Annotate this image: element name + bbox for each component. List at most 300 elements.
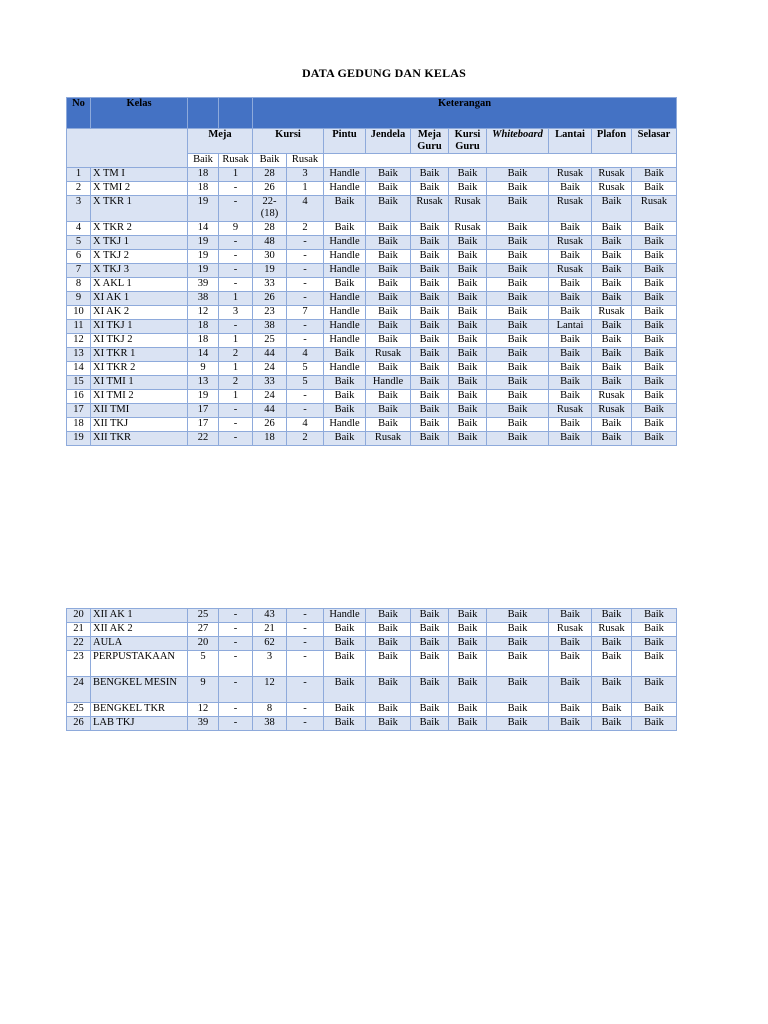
row-cell: 3: [287, 168, 324, 182]
row-cell: 38: [253, 320, 287, 334]
row-cell: Baik: [449, 334, 487, 348]
table-row: [67, 390, 677, 404]
row-cell: 18: [253, 432, 287, 446]
row-cell: Baik: [366, 651, 411, 677]
row-number: 11: [67, 320, 91, 334]
row-cell: Baik: [366, 264, 411, 278]
row-cell: Baik: [449, 264, 487, 278]
row-number: 4: [67, 222, 91, 236]
row-cell: 9: [188, 362, 219, 376]
row-cell: Baik: [366, 418, 411, 432]
row-cell: Baik: [324, 278, 366, 292]
row-cell: Baik: [592, 250, 632, 264]
row-number: 7: [67, 264, 91, 278]
row-cell: Rusak: [449, 196, 487, 222]
table-row: [67, 376, 677, 390]
row-cell: Baik: [632, 677, 677, 703]
row-cell: Baik: [411, 623, 449, 637]
row-cell: Baik: [324, 222, 366, 236]
row-number: 3: [67, 196, 91, 222]
row-cell: Baik: [411, 348, 449, 362]
row-cell: Baik: [324, 376, 366, 390]
row-kelas: XI TKJ 2: [91, 334, 188, 348]
row-cell: 26: [253, 418, 287, 432]
header-row-2: [67, 129, 677, 154]
row-cell: 21: [253, 623, 287, 637]
row-cell: Baik: [411, 334, 449, 348]
row-cell: Baik: [549, 418, 592, 432]
row-cell: Baik: [324, 432, 366, 446]
row-cell: Baik: [366, 222, 411, 236]
row-cell: Baik: [487, 348, 549, 362]
row-cell: Baik: [632, 334, 677, 348]
row-cell: Baik: [411, 717, 449, 731]
header-kursi-baik: Baik: [253, 154, 287, 168]
table-row: [67, 236, 677, 250]
row-number: 24: [67, 677, 91, 703]
row-cell: Baik: [592, 609, 632, 623]
row-cell: Baik: [632, 637, 677, 651]
row-number: 14: [67, 362, 91, 376]
row-cell: -: [219, 320, 253, 334]
row-cell: 18: [188, 168, 219, 182]
row-cell: Handle: [324, 264, 366, 278]
row-cell: Baik: [549, 222, 592, 236]
row-cell: Baik: [366, 609, 411, 623]
row-cell: Baik: [449, 677, 487, 703]
header-jendela: Jendela: [366, 129, 411, 154]
row-cell: Baik: [632, 168, 677, 182]
row-cell: Baik: [592, 717, 632, 731]
row-kelas: XII TKJ: [91, 418, 188, 432]
table-row: [67, 637, 677, 651]
row-cell: Rusak: [449, 222, 487, 236]
row-cell: Handle: [324, 334, 366, 348]
row-cell: Baik: [449, 292, 487, 306]
row-cell: Baik: [487, 320, 549, 334]
row-cell: Baik: [549, 703, 592, 717]
row-cell: Baik: [324, 637, 366, 651]
row-cell: Baik: [411, 637, 449, 651]
row-cell: Baik: [449, 404, 487, 418]
row-cell: 9: [188, 677, 219, 703]
row-cell: Baik: [549, 651, 592, 677]
table-row: [67, 334, 677, 348]
row-cell: Baik: [366, 236, 411, 250]
row-cell: Handle: [366, 376, 411, 390]
row-cell: Baik: [632, 717, 677, 731]
row-number: 16: [67, 390, 91, 404]
row-kelas: X TKR 1: [91, 196, 188, 222]
row-cell: Baik: [487, 432, 549, 446]
row-cell: Baik: [632, 362, 677, 376]
header-meja-rusak: Rusak: [219, 154, 253, 168]
table-row: [67, 306, 677, 320]
row-cell: 26: [253, 182, 287, 196]
row-cell: Baik: [592, 418, 632, 432]
row-number: 5: [67, 236, 91, 250]
table-row: [67, 168, 677, 182]
row-cell: 23: [253, 306, 287, 320]
row-cell: 39: [188, 717, 219, 731]
row-cell: Baik: [592, 362, 632, 376]
row-cell: Handle: [324, 306, 366, 320]
row-number: 21: [67, 623, 91, 637]
header-empty: [67, 129, 188, 168]
row-cell: -: [219, 677, 253, 703]
row-cell: Baik: [549, 250, 592, 264]
table-body-page2: [67, 609, 677, 731]
table-row: [67, 320, 677, 334]
row-cell: Baik: [632, 292, 677, 306]
table-row: [67, 432, 677, 446]
row-cell: 1: [287, 182, 324, 196]
row-cell: Baik: [632, 404, 677, 418]
row-cell: Baik: [449, 182, 487, 196]
row-cell: Baik: [487, 182, 549, 196]
row-cell: Baik: [411, 362, 449, 376]
row-cell: Handle: [324, 236, 366, 250]
row-cell: -: [287, 637, 324, 651]
header-whiteboard: Whiteboard: [487, 129, 549, 154]
row-cell: Baik: [449, 623, 487, 637]
row-cell: 17: [188, 418, 219, 432]
row-cell: Baik: [549, 362, 592, 376]
row-kelas: X TMI 2: [91, 182, 188, 196]
row-cell: Baik: [487, 703, 549, 717]
row-cell: Baik: [592, 264, 632, 278]
row-cell: -: [219, 236, 253, 250]
table-row: [67, 404, 677, 418]
row-kelas: AULA: [91, 637, 188, 651]
row-cell: Baik: [549, 306, 592, 320]
table-row: [67, 264, 677, 278]
row-cell: Baik: [549, 390, 592, 404]
row-cell: -: [287, 677, 324, 703]
row-cell: Baik: [449, 390, 487, 404]
row-number: 2: [67, 182, 91, 196]
row-cell: Handle: [324, 292, 366, 306]
row-cell: -: [287, 609, 324, 623]
row-cell: Baik: [411, 651, 449, 677]
row-cell: Baik: [487, 390, 549, 404]
row-cell: 8: [253, 703, 287, 717]
row-kelas: XII TKR: [91, 432, 188, 446]
table-row: [67, 196, 677, 222]
row-number: 18: [67, 418, 91, 432]
row-cell: Baik: [449, 418, 487, 432]
row-cell: Lantai: [549, 320, 592, 334]
row-cell: 14: [188, 348, 219, 362]
row-cell: Baik: [366, 292, 411, 306]
row-cell: Baik: [411, 278, 449, 292]
row-cell: 20: [188, 637, 219, 651]
row-cell: Handle: [324, 418, 366, 432]
row-cell: Baik: [324, 651, 366, 677]
row-cell: Baik: [632, 236, 677, 250]
row-cell: Baik: [366, 306, 411, 320]
row-cell: -: [219, 432, 253, 446]
row-cell: Baik: [449, 703, 487, 717]
row-cell: Baik: [449, 432, 487, 446]
row-cell: Baik: [366, 404, 411, 418]
row-cell: Baik: [487, 637, 549, 651]
row-number: 17: [67, 404, 91, 418]
row-cell: Baik: [549, 717, 592, 731]
row-cell: Rusak: [592, 182, 632, 196]
row-cell: Baik: [549, 376, 592, 390]
row-kelas: X TKJ 2: [91, 250, 188, 264]
row-cell: Rusak: [549, 168, 592, 182]
row-cell: Baik: [324, 703, 366, 717]
row-cell: Baik: [487, 278, 549, 292]
row-cell: Baik: [449, 376, 487, 390]
row-cell: -: [287, 278, 324, 292]
row-cell: -: [287, 334, 324, 348]
row-cell: -: [219, 651, 253, 677]
row-cell: Baik: [549, 292, 592, 306]
row-kelas: XI AK 1: [91, 292, 188, 306]
row-cell: -: [219, 623, 253, 637]
row-cell: 25: [253, 334, 287, 348]
row-cell: 28: [253, 222, 287, 236]
row-cell: Rusak: [592, 404, 632, 418]
row-cell: Baik: [449, 168, 487, 182]
row-cell: Baik: [632, 390, 677, 404]
row-cell: 1: [219, 362, 253, 376]
row-cell: Rusak: [366, 348, 411, 362]
row-cell: -: [219, 609, 253, 623]
row-cell: Baik: [592, 432, 632, 446]
row-cell: 18: [188, 320, 219, 334]
row-cell: Baik: [411, 222, 449, 236]
row-number: 19: [67, 432, 91, 446]
row-cell: -: [219, 404, 253, 418]
row-cell: -: [219, 182, 253, 196]
row-cell: 44: [253, 348, 287, 362]
row-cell: 12: [253, 677, 287, 703]
row-cell: -: [219, 264, 253, 278]
header-pintu: Pintu: [324, 129, 366, 154]
row-cell: 1: [219, 390, 253, 404]
header-kursi-rusak: Rusak: [287, 154, 324, 168]
row-cell: Baik: [411, 404, 449, 418]
row-cell: 7: [287, 306, 324, 320]
row-cell: 28: [253, 168, 287, 182]
row-kelas: BENGKEL MESIN: [91, 677, 188, 703]
row-cell: Baik: [632, 348, 677, 362]
row-cell: 19: [188, 236, 219, 250]
row-cell: Baik: [487, 677, 549, 703]
row-cell: 2: [287, 222, 324, 236]
row-kelas: X TKJ 3: [91, 264, 188, 278]
row-cell: Baik: [592, 278, 632, 292]
row-cell: Baik: [411, 264, 449, 278]
row-number: 26: [67, 717, 91, 731]
row-cell: -: [219, 250, 253, 264]
row-cell: 19: [188, 390, 219, 404]
row-cell: 22-(18): [253, 196, 287, 222]
table-row: [67, 609, 677, 623]
row-cell: Baik: [487, 609, 549, 623]
row-cell: Rusak: [549, 623, 592, 637]
row-cell: Baik: [487, 418, 549, 432]
row-cell: Rusak: [592, 390, 632, 404]
row-cell: 3: [253, 651, 287, 677]
header-keterangan: Keterangan: [253, 98, 677, 129]
row-cell: Baik: [632, 264, 677, 278]
row-cell: Baik: [487, 306, 549, 320]
table-row: [67, 222, 677, 236]
row-cell: 1: [219, 334, 253, 348]
row-cell: Baik: [324, 404, 366, 418]
row-cell: Rusak: [549, 404, 592, 418]
row-kelas: XII TMI: [91, 404, 188, 418]
table-row: [67, 703, 677, 717]
row-cell: -: [287, 703, 324, 717]
row-cell: Baik: [449, 637, 487, 651]
row-cell: Rusak: [549, 196, 592, 222]
row-cell: -: [287, 236, 324, 250]
row-cell: Baik: [487, 362, 549, 376]
row-cell: Baik: [324, 348, 366, 362]
row-cell: Handle: [324, 320, 366, 334]
row-cell: Baik: [487, 222, 549, 236]
table-row: [67, 623, 677, 637]
row-cell: 38: [253, 717, 287, 731]
table-row: [67, 717, 677, 731]
row-cell: Baik: [449, 278, 487, 292]
row-cell: 44: [253, 404, 287, 418]
row-kelas: XI TMI 2: [91, 390, 188, 404]
row-cell: -: [219, 418, 253, 432]
row-cell: 2: [219, 376, 253, 390]
row-cell: -: [287, 390, 324, 404]
row-cell: 5: [287, 362, 324, 376]
header-blank-1: [188, 98, 219, 129]
row-number: 25: [67, 703, 91, 717]
row-cell: Rusak: [549, 236, 592, 250]
row-cell: Baik: [487, 651, 549, 677]
row-cell: Baik: [549, 182, 592, 196]
row-cell: -: [219, 278, 253, 292]
row-kelas: XII AK 2: [91, 623, 188, 637]
row-cell: Baik: [487, 250, 549, 264]
row-cell: Baik: [487, 264, 549, 278]
row-cell: 25: [188, 609, 219, 623]
row-number: 9: [67, 292, 91, 306]
row-kelas: X TM I: [91, 168, 188, 182]
row-cell: 30: [253, 250, 287, 264]
row-cell: Baik: [366, 623, 411, 637]
row-cell: Baik: [632, 376, 677, 390]
header-meja: Meja: [188, 129, 253, 154]
row-cell: 2: [287, 432, 324, 446]
row-cell: 19: [188, 250, 219, 264]
row-cell: Baik: [324, 623, 366, 637]
page-title: DATA GEDUNG DAN KELAS: [301, 66, 467, 80]
table-row: [67, 362, 677, 376]
row-kelas: PERPUSTAKAAN: [91, 651, 188, 677]
row-cell: 5: [287, 376, 324, 390]
row-cell: 9: [219, 222, 253, 236]
row-cell: Baik: [449, 306, 487, 320]
row-cell: 4: [287, 348, 324, 362]
row-cell: Baik: [549, 348, 592, 362]
row-cell: 27: [188, 623, 219, 637]
header-kelas: Kelas: [91, 98, 188, 129]
row-cell: Baik: [411, 292, 449, 306]
table-row: [67, 651, 677, 677]
row-cell: Rusak: [366, 432, 411, 446]
row-cell: Baik: [411, 250, 449, 264]
row-cell: Baik: [411, 182, 449, 196]
row-cell: 14: [188, 222, 219, 236]
row-cell: Baik: [411, 320, 449, 334]
table-row: [67, 348, 677, 362]
row-cell: Baik: [366, 362, 411, 376]
row-cell: Baik: [592, 376, 632, 390]
row-cell: Baik: [449, 609, 487, 623]
row-cell: Baik: [487, 236, 549, 250]
row-cell: Baik: [366, 182, 411, 196]
row-kelas: XI TKR 2: [91, 362, 188, 376]
header-meja-guru: Meja Guru: [411, 129, 449, 154]
row-cell: Baik: [366, 717, 411, 731]
row-cell: -: [219, 717, 253, 731]
row-cell: Baik: [632, 703, 677, 717]
header-meja-baik: Baik: [188, 154, 219, 168]
row-cell: Baik: [592, 348, 632, 362]
row-kelas: LAB TKJ: [91, 717, 188, 731]
row-cell: Baik: [549, 278, 592, 292]
row-cell: Baik: [449, 362, 487, 376]
row-cell: 5: [188, 651, 219, 677]
row-number: 1: [67, 168, 91, 182]
row-kelas: XI AK 2: [91, 306, 188, 320]
row-cell: -: [219, 703, 253, 717]
row-cell: -: [287, 404, 324, 418]
row-cell: 24: [253, 390, 287, 404]
row-cell: Baik: [487, 404, 549, 418]
row-cell: 62: [253, 637, 287, 651]
row-cell: Baik: [632, 651, 677, 677]
table-body-page1: [67, 168, 677, 446]
row-number: 20: [67, 609, 91, 623]
row-cell: Baik: [411, 376, 449, 390]
row-cell: -: [287, 320, 324, 334]
table-row: [67, 292, 677, 306]
row-cell: Baik: [366, 320, 411, 334]
row-cell: Baik: [324, 717, 366, 731]
row-cell: Baik: [632, 418, 677, 432]
row-cell: 18: [188, 334, 219, 348]
header-row-1: [67, 98, 677, 129]
row-cell: Baik: [449, 236, 487, 250]
header-blank-3: [324, 154, 677, 168]
row-number: 8: [67, 278, 91, 292]
row-cell: Baik: [449, 717, 487, 731]
row-cell: -: [219, 637, 253, 651]
row-cell: 3: [219, 306, 253, 320]
row-cell: Baik: [549, 677, 592, 703]
row-cell: 43: [253, 609, 287, 623]
row-cell: Baik: [366, 703, 411, 717]
row-kelas: XI TKR 1: [91, 348, 188, 362]
row-cell: Rusak: [592, 623, 632, 637]
row-kelas: X TKJ 1: [91, 236, 188, 250]
header-kursi-guru: Kursi Guru: [449, 129, 487, 154]
